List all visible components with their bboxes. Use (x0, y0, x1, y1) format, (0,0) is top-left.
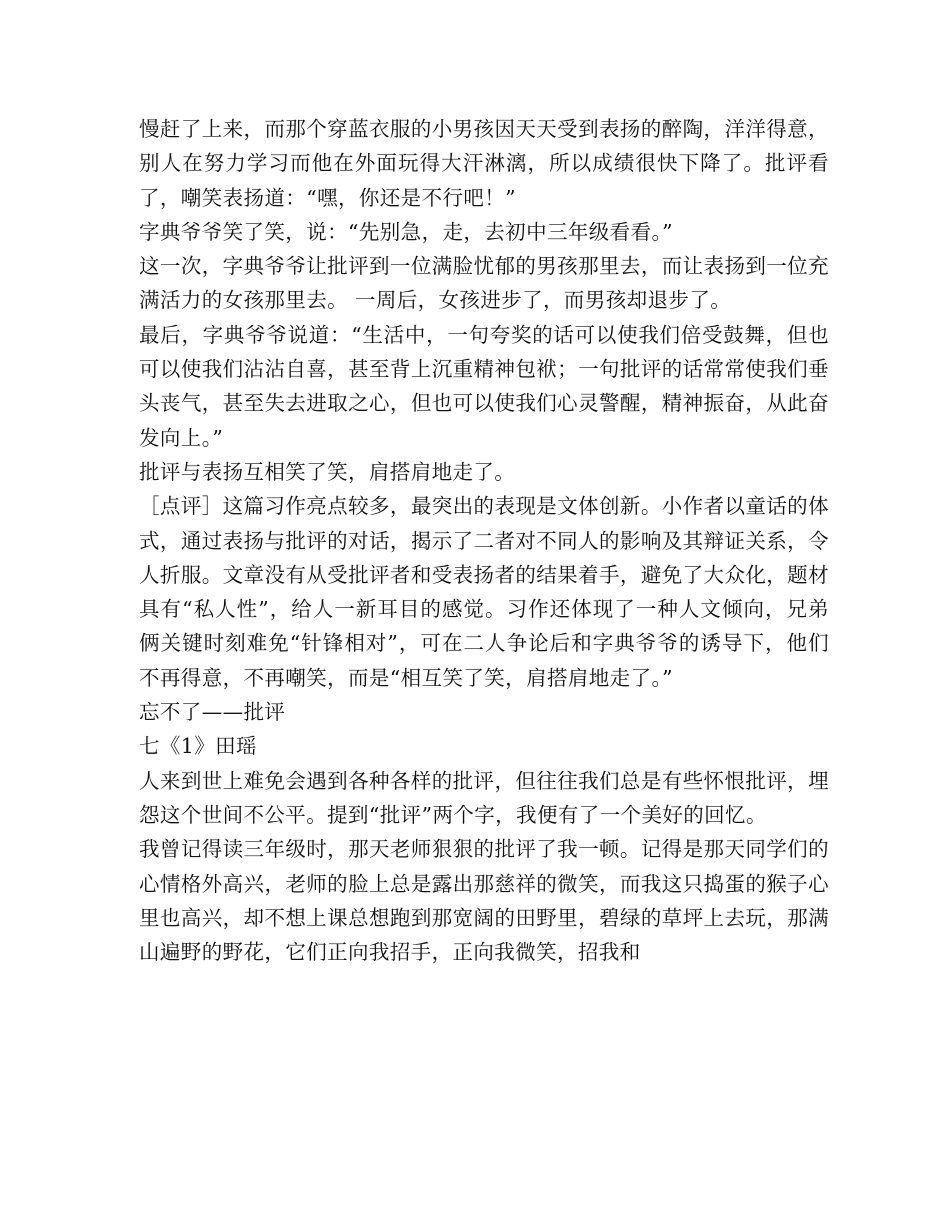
paragraph-grade-three: 这一次，字典爷爷让批评到一位满脸忧郁的男孩那里去，而让表扬到一位充满活力的女孩那里去。 一周后，女孩进步了，而男孩却退步了。 (139, 254, 829, 313)
essay-title: 忘不了——批评 (139, 700, 286, 725)
paragraph-essay-memory: 我曾记得读三年级时，那天老师狠狠的批评了我一顿。记得是那天同学们的心情格外高兴，老师的脸上总是露出那慈祥的微笑，而我这只捣蛋的猴子心里也高兴，却不想上课总想跑到那宽阔的田野里，碧绿的草坪上去玩，那满山遍野的野花，它们正向我招手，正向我微笑，招我和 (139, 837, 829, 965)
body-text (139, 112, 829, 969)
essay-author: 七《1》田瑶 (139, 734, 257, 759)
paragraph-commentary: ［点评］这篇习作亮点较多，最突出的表现是文体创新。小作者以童话的体式，通过表扬与批评的对话，揭示了二者对不同人的影响及其辩证关系，令人折服。文章没有从受批评者和受表扬者的结果着手，避免了大众化，题材具有“私人性”，给人一新耳目的感觉。习作还体现了一种人文倾向，兄弟俩关键时刻难免“针锋相对”，可在二人争论后和字典爷爷的诱导下，他们不再得意，不再嘲笑，而是“相互笑了笑，肩搭肩地走了。” (139, 494, 829, 690)
paragraph-grandpa-conclusion: 最后，字典爷爷说道：“生活中，一句夸奖的话可以使我们倍受鼓舞，但也可以使我们沾沾自喜，甚至背上沉重精神包袱；一句批评的话常常使我们垂头丧气，甚至失去进取之心，但也可以使我们心灵警醒，精神振奋，从此奋发向上。” (139, 322, 829, 450)
paragraph-ending: 批评与表扬互相笑了笑，肩搭肩地走了。 (139, 459, 516, 484)
paragraph-grandpa-reply: 字典爷爷笑了笑，说：“先别急，走，去初中三年级看看。” (139, 219, 674, 244)
paragraph-essay-intro: 人来到世上难免会遇到各种各样的批评，但往往我们总是有些怀恨批评，埋怨这个世间不公平。提到“批评”两个字，我便有了一个美好的回忆。 (139, 768, 829, 827)
paragraph-story-end: 慢赶了上来，而那个穿蓝衣服的小男孩因天天受到表扬的醉陶，洋洋得意，别人在努力学习而他在外面玩得大汗淋漓，所以成绩很快下降了。批评看了，嘲笑表扬道：“嘿，你还是不行吧！” (139, 117, 829, 210)
